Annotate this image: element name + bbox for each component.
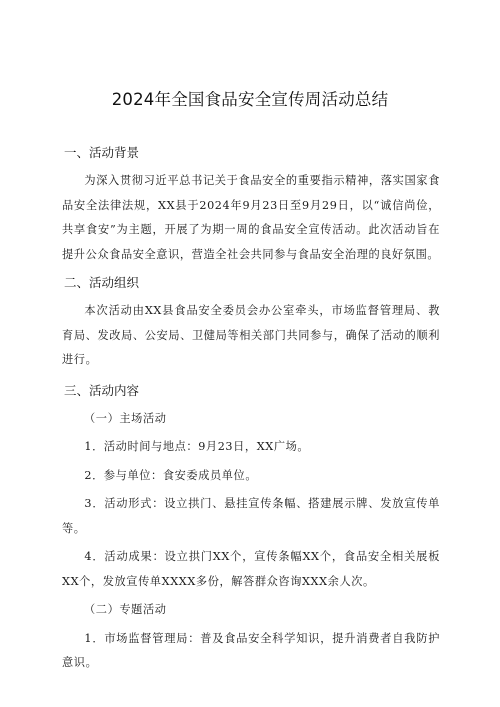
organization-paragraph: 本次活动由XX县食品安全委员会办公室牵头，市场监督管理局、教育局、发改局、公安局、卫健局等相关部门共同参与，确保了活动的顺利进行。 xyxy=(62,304,440,366)
main-activity-item: 4．活动成果：设立拱门XX个，宣传条幅XX个，食品安全相关展板XX个，发放宣传单XXXX多份，解答群众咨询XXX余人次。 xyxy=(62,550,440,588)
document-body xyxy=(62,141,440,676)
subsection-heading-main-activity: （一）主场活动 xyxy=(84,411,167,425)
main-activity-item: 1．活动时间与地点：9月23日，XX广场。 xyxy=(84,440,310,453)
section-heading-organization: 二、活动组织 xyxy=(64,275,140,290)
document-title: 2024年全国食品安全宣传周活动总结 xyxy=(111,90,389,109)
background-paragraph: 为深入贯彻习近平总书记关于食品安全的重要指示精神，落实国家食品安全法律法规，XX县于2024年9月23日至9月29日，以“诚信尚俭，共享食安”为主题，开展了为期一周的食品安全宣传活动。此次活动旨在提升公众食品安全意识，营造全社会共同参与食品安全治理的良好氛围。 xyxy=(62,174,440,261)
main-activity-item: 3．活动形式：设立拱门、悬挂宣传条幅、搭建展示牌、发放宣传单等。 xyxy=(62,497,440,535)
subsection-heading-special-activity: （二）专题活动 xyxy=(84,603,167,616)
section-heading-background: 一、活动背景 xyxy=(64,145,140,160)
main-activity-item: 2．参与单位：食安委成员单位。 xyxy=(84,468,258,482)
special-activity-item: 1．市场监督管理局：普及食品安全科学知识，提升消费者自我防护意识。 xyxy=(62,631,440,669)
section-heading-content: 三、活动内容 xyxy=(64,382,140,398)
